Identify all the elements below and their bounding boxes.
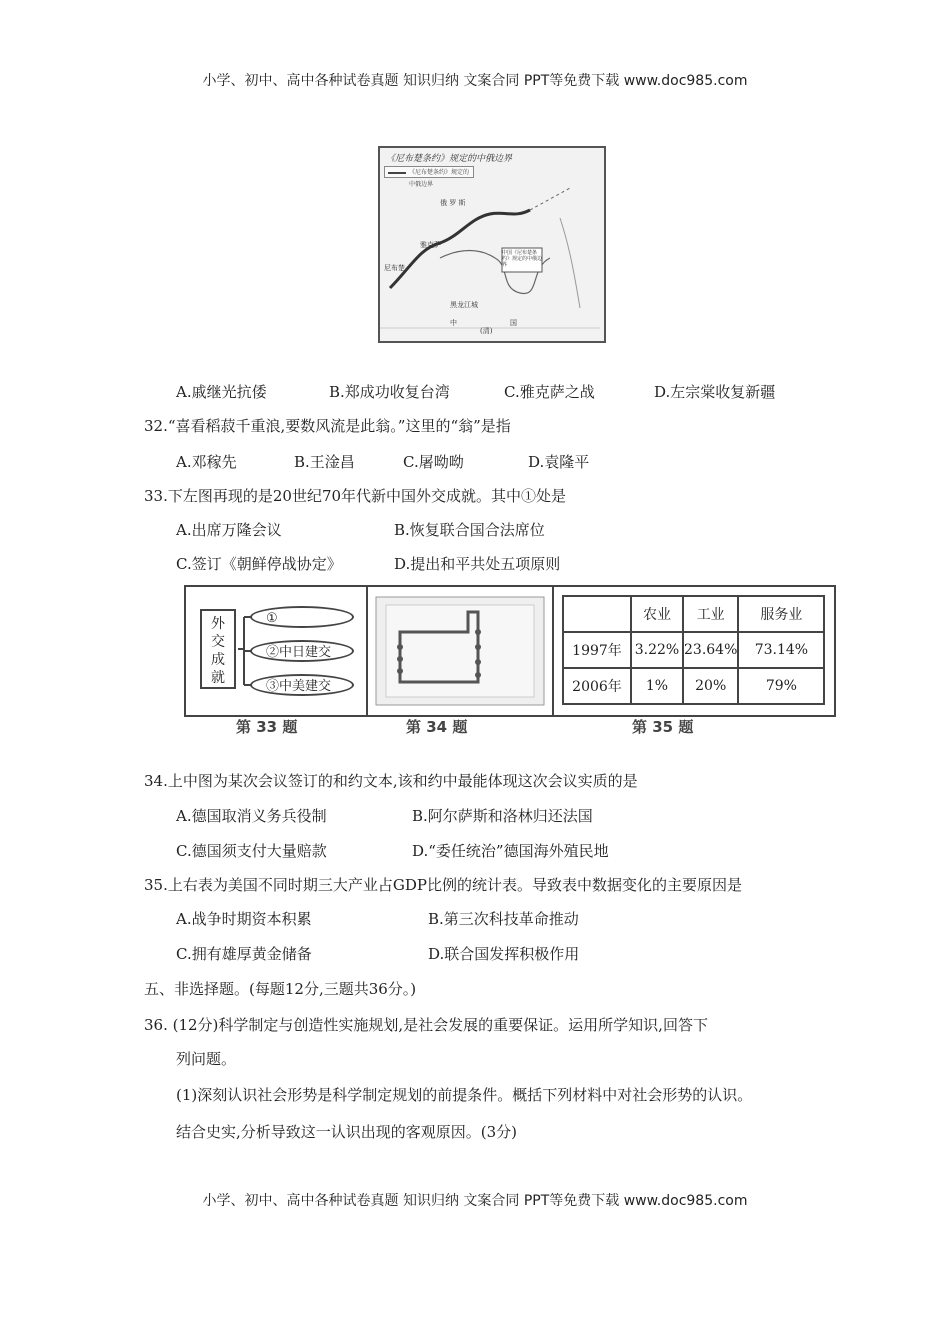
q36-line-1: 36. (12分)科学制定与创造性实施规划,是社会发展的重要保证。运用所学知识,回答下 [144,1016,708,1034]
table-cell: 1% [631,668,683,704]
q35-option-a[interactable]: A.战争时期资本积累 [176,910,312,928]
q31-option-d[interactable]: D.左宗棠收复新疆 [654,383,776,401]
nerchinsk-treaty-map [378,146,606,343]
table-header-cell [563,596,631,632]
q31-option-b[interactable]: B.郑成功收复台湾 [329,383,450,401]
q35-option-d[interactable]: D.联合国发挥积极作用 [428,945,580,963]
box-char-4: 就 [211,670,225,686]
table-cell: 79% [738,668,824,704]
q36-sub1-line-1: (1)深刻认识社会形势是科学制定规划的前提条件。概括下列材料中对社会形势的认识。 [176,1086,753,1104]
page-header: 小学、初中、高中各种试卷真题 知识归纳 文案合同 PPT等免费下载 www.doc985.com [202,73,748,89]
q32-option-c[interactable]: C.屠呦呦 [403,453,464,471]
q33-stem: 33.下左图再现的是20世纪70年代新中国外交成就。其中①处是 [144,487,567,505]
item-2-oval: ②中日建交 [250,640,354,662]
q31-option-c[interactable]: C.雅克萨之战 [504,383,595,401]
map-label-russia: 俄 罗 斯 [440,199,466,207]
q33-option-a[interactable]: A.出席万隆会议 [176,521,282,539]
item-3-oval: ③中美建交 [250,674,354,696]
table-header-cell: 工业 [683,596,738,632]
q34-option-c[interactable]: C.德国须支付大量赔款 [176,842,327,860]
map-title: 《尼布楚条约》规定的中俄边界 [386,154,513,164]
q33-option-d[interactable]: D.提出和平共处五项原则 [394,555,561,573]
gdp-industry-table [562,595,825,705]
map-label-guo: 国 [510,319,517,327]
map-label-albazin: 雅克萨 [420,241,441,249]
q35-option-b[interactable]: B.第三次科技革命推动 [428,910,579,928]
q33-option-c[interactable]: C.签订《朝鲜停战协定》 [176,555,342,573]
table-cell: 20% [683,668,738,704]
table-cell: 2006年 [563,668,631,704]
table-cell: 73.14% [738,632,824,668]
map-label-qing: (清) [480,327,493,335]
map-legend: 《尼布楚条约》规定的中俄边界 [384,166,474,178]
map-label-heilongjiang-city: 黑龙江城 [450,301,478,309]
q32-option-b[interactable]: B.王淦昌 [294,453,355,471]
table-cell: 1997年 [563,632,631,668]
q32-option-d[interactable]: D.袁隆平 [528,453,590,471]
q33-option-b[interactable]: B.恢复联合国合法席位 [394,521,545,539]
map-label-nerchinsk: 尼布楚 [384,264,405,272]
figure-34-treaty-document [368,587,554,715]
map-label-border-note: 中国《尼布楚条约》规定的中俄边界 [502,250,543,268]
table-cell: 23.64% [683,632,738,668]
q34-option-b[interactable]: B.阿尔萨斯和洛林归还法国 [412,807,593,825]
caption-q34: 第 34 题 [406,718,468,736]
treaty-document-image [368,587,552,715]
caption-q35: 第 35 题 [632,718,694,736]
q32-option-a[interactable]: A.邓稼先 [176,453,237,471]
q34-option-d[interactable]: D.“委任统治”德国海外殖民地 [412,842,609,860]
figure-33-diplomacy [186,587,368,715]
table-header-row [563,596,824,632]
box-char-1: 外 [211,616,225,632]
box-char-3: 成 [211,652,225,668]
table-header-cell: 农业 [631,596,683,632]
table-row [563,632,824,668]
table-header-cell: 服务业 [738,596,824,632]
page-footer: 小学、初中、高中各种试卷真题 知识归纳 文案合同 PPT等免费下载 www.doc985.com [202,1193,748,1209]
table-cell: 3.22% [631,632,683,668]
q36-line-2: 列问题。 [176,1050,237,1068]
table-row [563,668,824,704]
q32-stem: 32.“喜看稻菽千重浪,要数风流是此翁。”这里的“翁”是指 [144,417,511,435]
caption-q33: 第 33 题 [236,718,298,736]
item-1-oval: ① [250,606,354,628]
q36-sub1-line-2: 结合史实,分析导致这一认识出现的客观原因。(3分) [176,1123,518,1141]
q31-option-a[interactable]: A.戚继光抗倭 [176,383,267,401]
q34-stem: 34.上中图为某次会议签订的和约文本,该和约中最能体现这次会议实质的是 [144,772,638,790]
map-label-zhong: 中 [450,319,457,327]
box-char-2: 交 [211,634,225,650]
section-5-heading: 五、非选择题。(每题12分,三题共36分。) [144,980,417,998]
q35-option-c[interactable]: C.拥有雄厚黄金储备 [176,945,312,963]
map-drawing [380,148,600,337]
q35-stem: 35.上右表为美国不同时期三大产业占GDP比例的统计表。导致表中数据变化的主要原因是 [144,876,742,894]
figure-35-gdp-table [554,587,834,715]
q34-option-a[interactable]: A.德国取消义务兵役制 [176,807,327,825]
figure-row [184,585,836,717]
